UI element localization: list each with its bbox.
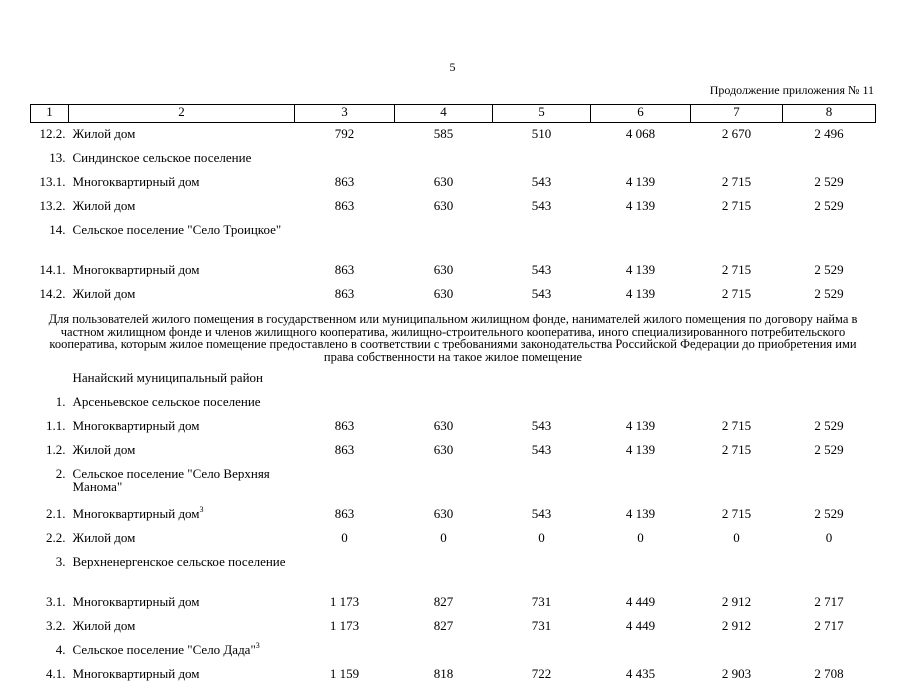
row-value: 2 717 bbox=[814, 618, 844, 633]
table-row bbox=[31, 591, 876, 615]
row-value: 1 173 bbox=[329, 594, 360, 609]
row-value: 543 bbox=[531, 442, 552, 457]
row-name-cell bbox=[69, 503, 295, 527]
table-row bbox=[31, 123, 876, 148]
row-name: Арсеньевское сельское поселение bbox=[72, 394, 261, 409]
header-cell: 8 bbox=[783, 105, 876, 123]
table-row bbox=[31, 283, 876, 307]
row-number: 13.1. bbox=[39, 174, 66, 189]
row-value: 863 bbox=[334, 286, 355, 301]
row-value: 2 912 bbox=[721, 618, 752, 633]
section-heading: Для пользователей жилого помещения в государственном или муниципальном жилищном фонде, нанимателей жилого помещения по договору найма в частном жилищном фонде и членов жилищного кооператива, жилищно-строительного кооператива, иного специализированного потребительского кооператива, которым жилое помещение предоставлено в соответствии с требованиями законодательства Российской Федерации до приобретения ими права собственности на такое жилое помещение bbox=[48, 312, 858, 364]
row-number: 1. bbox=[55, 394, 66, 409]
row-value: 2 715 bbox=[721, 442, 752, 457]
row-value: 731 bbox=[531, 594, 552, 609]
row-value: 630 bbox=[433, 262, 454, 277]
row-value: 863 bbox=[334, 418, 355, 433]
district-row bbox=[31, 367, 876, 391]
table-row bbox=[31, 439, 876, 463]
row-number: 12.2. bbox=[39, 126, 66, 141]
row-name: Многоквартирный дом bbox=[72, 418, 200, 433]
row-value: 4 139 bbox=[625, 286, 656, 301]
row-value: 863 bbox=[334, 174, 355, 189]
table-row bbox=[31, 259, 876, 283]
row-value: 2 529 bbox=[814, 286, 844, 301]
row-value: 0 bbox=[825, 530, 833, 545]
row-name: Сельское поселение "Село Верхняя Манома" bbox=[72, 466, 270, 494]
table-row bbox=[31, 147, 876, 171]
row-value: 863 bbox=[334, 198, 355, 213]
section-heading-row bbox=[31, 307, 876, 367]
row-value: 4 139 bbox=[625, 198, 656, 213]
row-value: 630 bbox=[433, 198, 454, 213]
row-value: 0 bbox=[637, 530, 644, 545]
row-value: 1 173 bbox=[329, 618, 360, 633]
row-name: Жилой дом bbox=[72, 126, 136, 141]
row-value: 510 bbox=[531, 126, 552, 141]
row-value: 4 139 bbox=[625, 418, 656, 433]
row-value: 4 139 bbox=[625, 506, 656, 521]
row-value: 585 bbox=[433, 126, 454, 141]
row-value: 2 715 bbox=[721, 506, 752, 521]
table-row bbox=[31, 663, 876, 687]
row-value: 2 496 bbox=[814, 126, 844, 141]
row-value: 0 bbox=[538, 530, 545, 545]
row-name: Многоквартирный дом bbox=[72, 174, 200, 189]
row-name: Жилой дом bbox=[72, 286, 136, 301]
tariff-table bbox=[30, 104, 876, 687]
row-value: 2 903 bbox=[721, 666, 752, 681]
row-value: 2 715 bbox=[721, 198, 752, 213]
row-value: 818 bbox=[433, 666, 454, 681]
row-number: 4.1. bbox=[46, 666, 66, 681]
header-cell: 3 bbox=[295, 105, 395, 123]
row-number: 3. bbox=[55, 554, 66, 569]
page-number: 5 bbox=[449, 60, 456, 74]
row-name: Верхненергенское сельское поселение bbox=[72, 554, 286, 569]
row-name: Жилой дом bbox=[72, 442, 136, 457]
row-value: 2 670 bbox=[721, 126, 752, 141]
header-cell: 6 bbox=[591, 105, 691, 123]
row-value: 4 139 bbox=[625, 174, 656, 189]
row-name-cell bbox=[69, 639, 295, 663]
row-name: Многоквартирный дом bbox=[72, 594, 200, 609]
table-row bbox=[31, 171, 876, 195]
row-value: 863 bbox=[334, 506, 355, 521]
row-number: 14. bbox=[49, 222, 66, 237]
row-number: 2.2. bbox=[46, 530, 66, 545]
row-name: Сельское поселение "Село Троицкое" bbox=[72, 222, 282, 237]
row-value: 2 708 bbox=[814, 666, 844, 681]
row-number: 2. bbox=[55, 466, 66, 481]
row-value: 4 139 bbox=[625, 262, 656, 277]
table-row bbox=[31, 639, 876, 663]
row-name: Многоквартирный дом bbox=[72, 262, 200, 277]
row-value: 2 529 bbox=[814, 174, 844, 189]
row-value: 4 435 bbox=[625, 666, 656, 681]
row-value: 4 449 bbox=[625, 618, 656, 633]
row-value: 630 bbox=[433, 174, 454, 189]
table-row bbox=[31, 503, 876, 527]
row-value: 2 912 bbox=[721, 594, 752, 609]
row-name: Синдинское сельское поселение bbox=[72, 150, 252, 165]
row-value: 630 bbox=[433, 286, 454, 301]
row-value: 863 bbox=[334, 262, 355, 277]
row-number: 2.1. bbox=[46, 506, 66, 521]
row-value: 2 529 bbox=[814, 198, 844, 213]
table-row bbox=[31, 219, 876, 259]
row-value: 2 529 bbox=[814, 442, 844, 457]
table-row bbox=[31, 615, 876, 639]
row-number: 14.2. bbox=[39, 286, 66, 301]
row-value: 2 529 bbox=[814, 418, 844, 433]
row-value: 543 bbox=[531, 174, 552, 189]
footnote-mark: 3 bbox=[199, 505, 204, 514]
row-value: 0 bbox=[733, 530, 740, 545]
header-cell: 7 bbox=[691, 105, 783, 123]
row-value: 2 715 bbox=[721, 418, 752, 433]
row-value: 4 449 bbox=[625, 594, 656, 609]
row-value: 4 139 bbox=[625, 442, 656, 457]
footnote-mark: 3 bbox=[255, 641, 260, 650]
row-value: 2 715 bbox=[721, 174, 752, 189]
row-name: Многоквартирный дом bbox=[72, 506, 200, 521]
row-name: Жилой дом bbox=[72, 618, 136, 633]
row-number: 3.1. bbox=[46, 594, 66, 609]
row-value: 2 717 bbox=[814, 594, 844, 609]
header-row bbox=[31, 105, 876, 123]
header-cell: 5 bbox=[493, 105, 591, 123]
table-row bbox=[31, 391, 876, 415]
table-row bbox=[31, 551, 876, 591]
row-value: 2 529 bbox=[814, 506, 844, 521]
row-value: 863 bbox=[334, 442, 355, 457]
row-value: 543 bbox=[531, 506, 552, 521]
table-row bbox=[31, 527, 876, 551]
row-value: 2 529 bbox=[814, 262, 844, 277]
row-name: Жилой дом bbox=[72, 530, 136, 545]
row-number: 1.2. bbox=[46, 442, 66, 457]
row-name: Сельское поселение "Село Дада" bbox=[72, 642, 256, 657]
row-value: 543 bbox=[531, 418, 552, 433]
row-number: 3.2. bbox=[46, 618, 66, 633]
row-value: 2 715 bbox=[721, 286, 752, 301]
row-value: 0 bbox=[440, 530, 447, 545]
row-value: 1 159 bbox=[329, 666, 360, 681]
district-name: Нанайский муниципальный район bbox=[72, 370, 263, 385]
row-number: 4. bbox=[55, 642, 66, 657]
row-name: Многоквартирный дом bbox=[72, 666, 200, 681]
row-number: 13. bbox=[49, 150, 66, 165]
row-number: 13.2. bbox=[39, 198, 66, 213]
row-value: 630 bbox=[433, 442, 454, 457]
table-row bbox=[31, 415, 876, 439]
row-value: 792 bbox=[334, 126, 355, 141]
row-value: 731 bbox=[531, 618, 552, 633]
row-number: 14.1. bbox=[39, 262, 66, 277]
continuation-label: Продолжение приложения № 11 bbox=[709, 83, 874, 97]
row-value: 543 bbox=[531, 198, 552, 213]
row-name: Жилой дом bbox=[72, 198, 136, 213]
row-value: 630 bbox=[433, 506, 454, 521]
header-cell: 2 bbox=[69, 105, 295, 123]
row-value: 543 bbox=[531, 262, 552, 277]
header-cell: 1 bbox=[31, 105, 69, 123]
table-row bbox=[31, 195, 876, 219]
header-cell: 4 bbox=[395, 105, 493, 123]
row-value: 4 068 bbox=[625, 126, 656, 141]
row-value: 2 715 bbox=[721, 262, 752, 277]
row-value: 827 bbox=[433, 618, 454, 633]
row-value: 827 bbox=[433, 594, 454, 609]
table-row bbox=[31, 463, 876, 503]
row-value: 0 bbox=[341, 530, 348, 545]
row-value: 543 bbox=[531, 286, 552, 301]
row-value: 722 bbox=[531, 666, 552, 681]
row-value: 630 bbox=[433, 418, 454, 433]
row-number: 1.1. bbox=[46, 418, 66, 433]
